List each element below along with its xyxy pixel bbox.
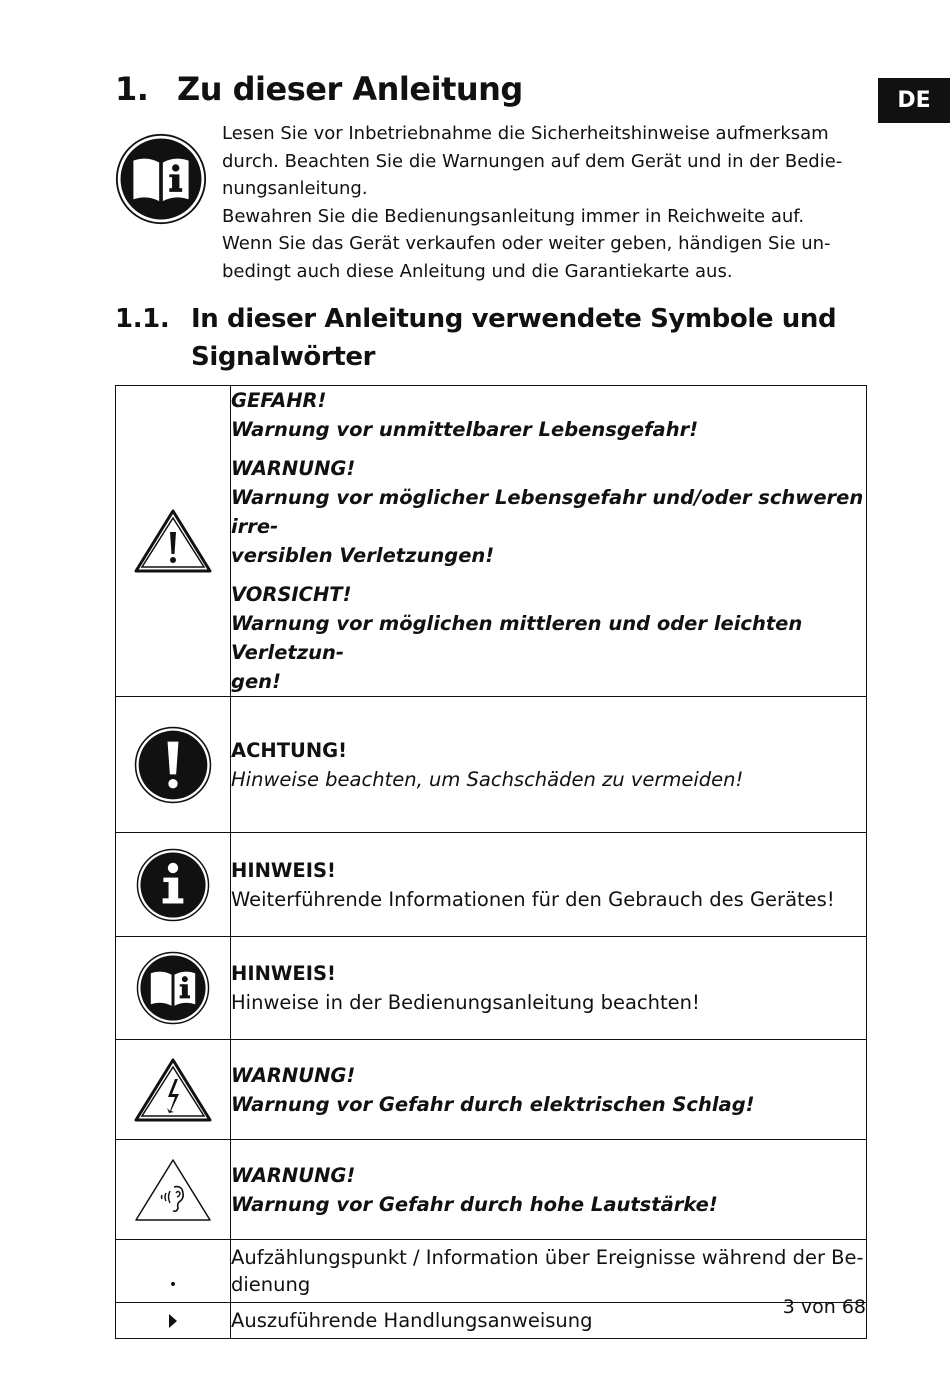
signal-word-hinweis: HINWEIS!: [231, 858, 336, 882]
bullet-description: Aufzählungspunkt / Information über Ereignisse während der Be- dienung: [231, 1246, 864, 1296]
exclamation-circle-icon: [134, 726, 212, 804]
symbols-table: [115, 385, 867, 1339]
signal-text: Warnung vor möglicher Lebensgefahr und/oder schweren irre- versiblen Verletzungen!: [231, 486, 864, 567]
action-description: Auszuführende Handlungsanweisung: [231, 1309, 593, 1332]
signal-word-hinweis: HINWEIS!: [231, 962, 336, 985]
page-number: 3 von 68: [782, 1296, 866, 1318]
section-title: Zu dieser Anleitung: [177, 70, 523, 108]
warning-triangle-icon: [134, 508, 212, 574]
intro-paragraph: Lesen Sie vor Inbetriebnahme die Sicherheitshinweise aufmerksam durch. Beachten Sie die Warnungen auf dem Gerät und in der Bedie- nungsanleitung.: [222, 123, 843, 199]
manual-book-icon: [136, 951, 210, 1025]
signal-text: Hinweise in der Bedienungsanleitung beachten!: [231, 991, 700, 1014]
loud-volume-triangle-icon: [134, 1157, 212, 1223]
info-circle-icon: [136, 848, 210, 922]
table-row: [116, 1140, 867, 1240]
action-arrow-icon: [166, 1313, 180, 1329]
language-tab: DE: [878, 78, 950, 123]
signal-word-vorsicht: VORSICHT!: [231, 583, 352, 606]
signal-word-warnung: WARNUNG!: [231, 1163, 356, 1187]
table-row: [116, 1303, 867, 1339]
section-heading: [115, 70, 523, 108]
subsection-title: In dieser Anleitung verwendete Symbole und Signalwörter: [191, 304, 837, 372]
signal-word-gefahr: GEFAHR!: [231, 389, 327, 412]
electric-shock-triangle-icon: [134, 1057, 212, 1123]
signal-text: Warnung vor möglichen mittleren und oder leichten Verletzun- gen!: [231, 612, 803, 693]
table-row: [116, 386, 867, 697]
intro-paragraph: Bewahren Sie die Bedienungsanleitung immer in Reichweite auf. Wenn Sie das Gerät verkaufen oder weiter geben, händigen Sie un- bedingt auch diese Anleitung und die Garantiekarte aus.: [222, 205, 831, 282]
section-number: 1.: [115, 70, 149, 108]
intro-text: [222, 120, 872, 285]
table-row: [116, 833, 867, 937]
signal-text: Weiterführende Informationen für den Gebrauch des Gerätes!: [231, 887, 835, 911]
signal-text: Warnung vor Gefahr durch elektrischen Schlag!: [231, 1092, 755, 1116]
signal-text: Warnung vor Gefahr durch hohe Lautstärke!: [231, 1192, 718, 1216]
table-row: [116, 937, 867, 1040]
signal-word-warnung: WARNUNG!: [231, 457, 356, 480]
table-row: [116, 1240, 867, 1303]
signal-text: Warnung vor unmittelbarer Lebensgefahr!: [231, 418, 699, 441]
subsection-number: 1.1.: [115, 304, 170, 334]
signal-text: Hinweise beachten, um Sachschäden zu vermeiden!: [231, 767, 744, 791]
table-row: [116, 1040, 867, 1140]
signal-word-warnung: WARNUNG!: [231, 1063, 356, 1087]
bullet-symbol: •: [168, 1276, 178, 1293]
manual-book-icon: [115, 133, 207, 225]
table-row: [116, 697, 867, 833]
signal-word-achtung: ACHTUNG!: [231, 738, 348, 762]
